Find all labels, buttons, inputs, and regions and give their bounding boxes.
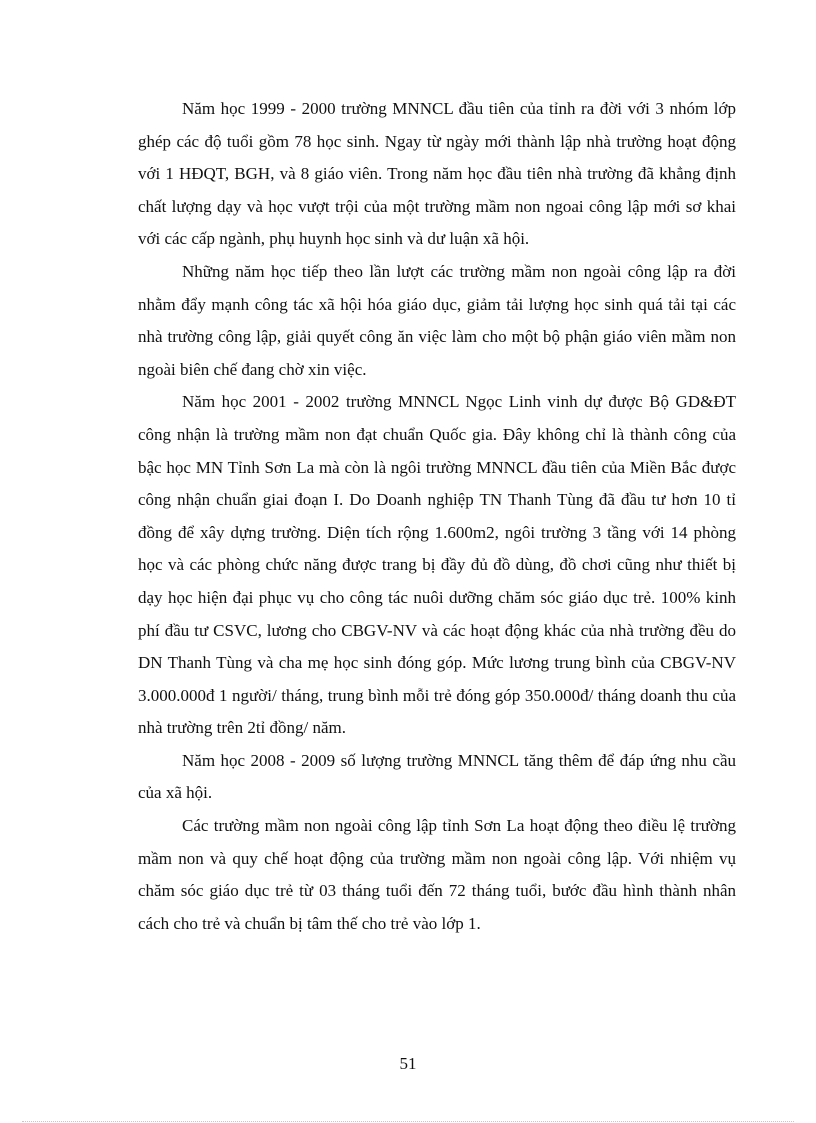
- paragraph-5: Các trường mầm non ngoài công lập tỉnh Sơn La hoạt động theo điều lệ trường mầm non và quy chế hoạt động của trường mầm non ngoài công lập. Với nhiệm vụ chăm sóc giáo dục trẻ từ 03 tháng tuổi đến 72 tháng tuổi, bước đầu hình thành nhân cách cho trẻ và chuẩn bị tâm thế cho trẻ vào lớp 1.: [138, 816, 736, 933]
- paragraph-4: Năm học 2008 - 2009 số lượng trường MNNCL tăng thêm để đáp ứng nhu cầu của xã hội.: [138, 750, 736, 803]
- paragraph-2: Những năm học tiếp theo lần lượt các trường mầm non ngoài công lập ra đời nhằm đẩy mạnh công tác xã hội hóa giáo dục, giảm tải lượng học sinh quá tải tại các nhà trường công lập, giải quyết công ăn việc làm cho một bộ phận giáo viên mầm non ngoài biên chế đang chờ xin việc.: [138, 261, 736, 379]
- paragraph-3: Năm học 2001 - 2002 trường MNNCL Ngọc Linh vinh dự được Bộ GD&ĐT công nhận là trường mầm non đạt chuẩn Quốc gia. Đây không chỉ là thành công của bậc học MN Tỉnh Sơn La mà còn là ngôi trường MNNCL đầu tiên của Miền Bắc được công nhận chuẩn giai đoạn I. Do Doanh nghiệp TN Thanh Tùng đã đầu tư hơn 10 tỉ đồng để xây dựng trường. Diện tích rộng 1.600m2, ngôi trường 3 tầng với 14 phòng học và các phòng chức năng được trang bị đầy đủ đồ dùng, đồ chơi cũng như thiết bị dạy học hiện đại phục vụ cho công tác nuôi dưỡng chăm sóc giáo dục trẻ. 100% kinh phí đầu tư CSVC, lương cho CBGV-NV và các hoạt động khác của nhà trường đều do DN Thanh Tùng và cha mẹ học sinh đóng góp. Mức lương trung bình của CBGV-NV 3.000.000đ 1 người/ tháng, trung bình mỗi trẻ đóng góp 350.000đ/ tháng doanh thu của nhà trường trên 2tỉ đồng/ năm.: [138, 392, 736, 738]
- body-text: [138, 93, 736, 940]
- paragraph-1: Năm học 1999 - 2000 trường MNNCL đầu tiên của tỉnh ra đời với 3 nhóm lớp ghép các độ tuổi gồm 78 học sinh. Ngay từ ngày mới thành lập nhà trường hoạt động với 1 HĐQT, BGH, và 8 giáo viên. Trong năm học đầu tiên nhà trường đã khẳng định chất lượng dạy và học vượt trội của một trường mầm non ngoai công lập mới sơ khai với các cấp ngành, phụ huynh học sinh và dư luận xã hội.: [138, 99, 736, 249]
- page-bottom-divider: [22, 1121, 794, 1122]
- page-number: 51: [399, 1054, 417, 1073]
